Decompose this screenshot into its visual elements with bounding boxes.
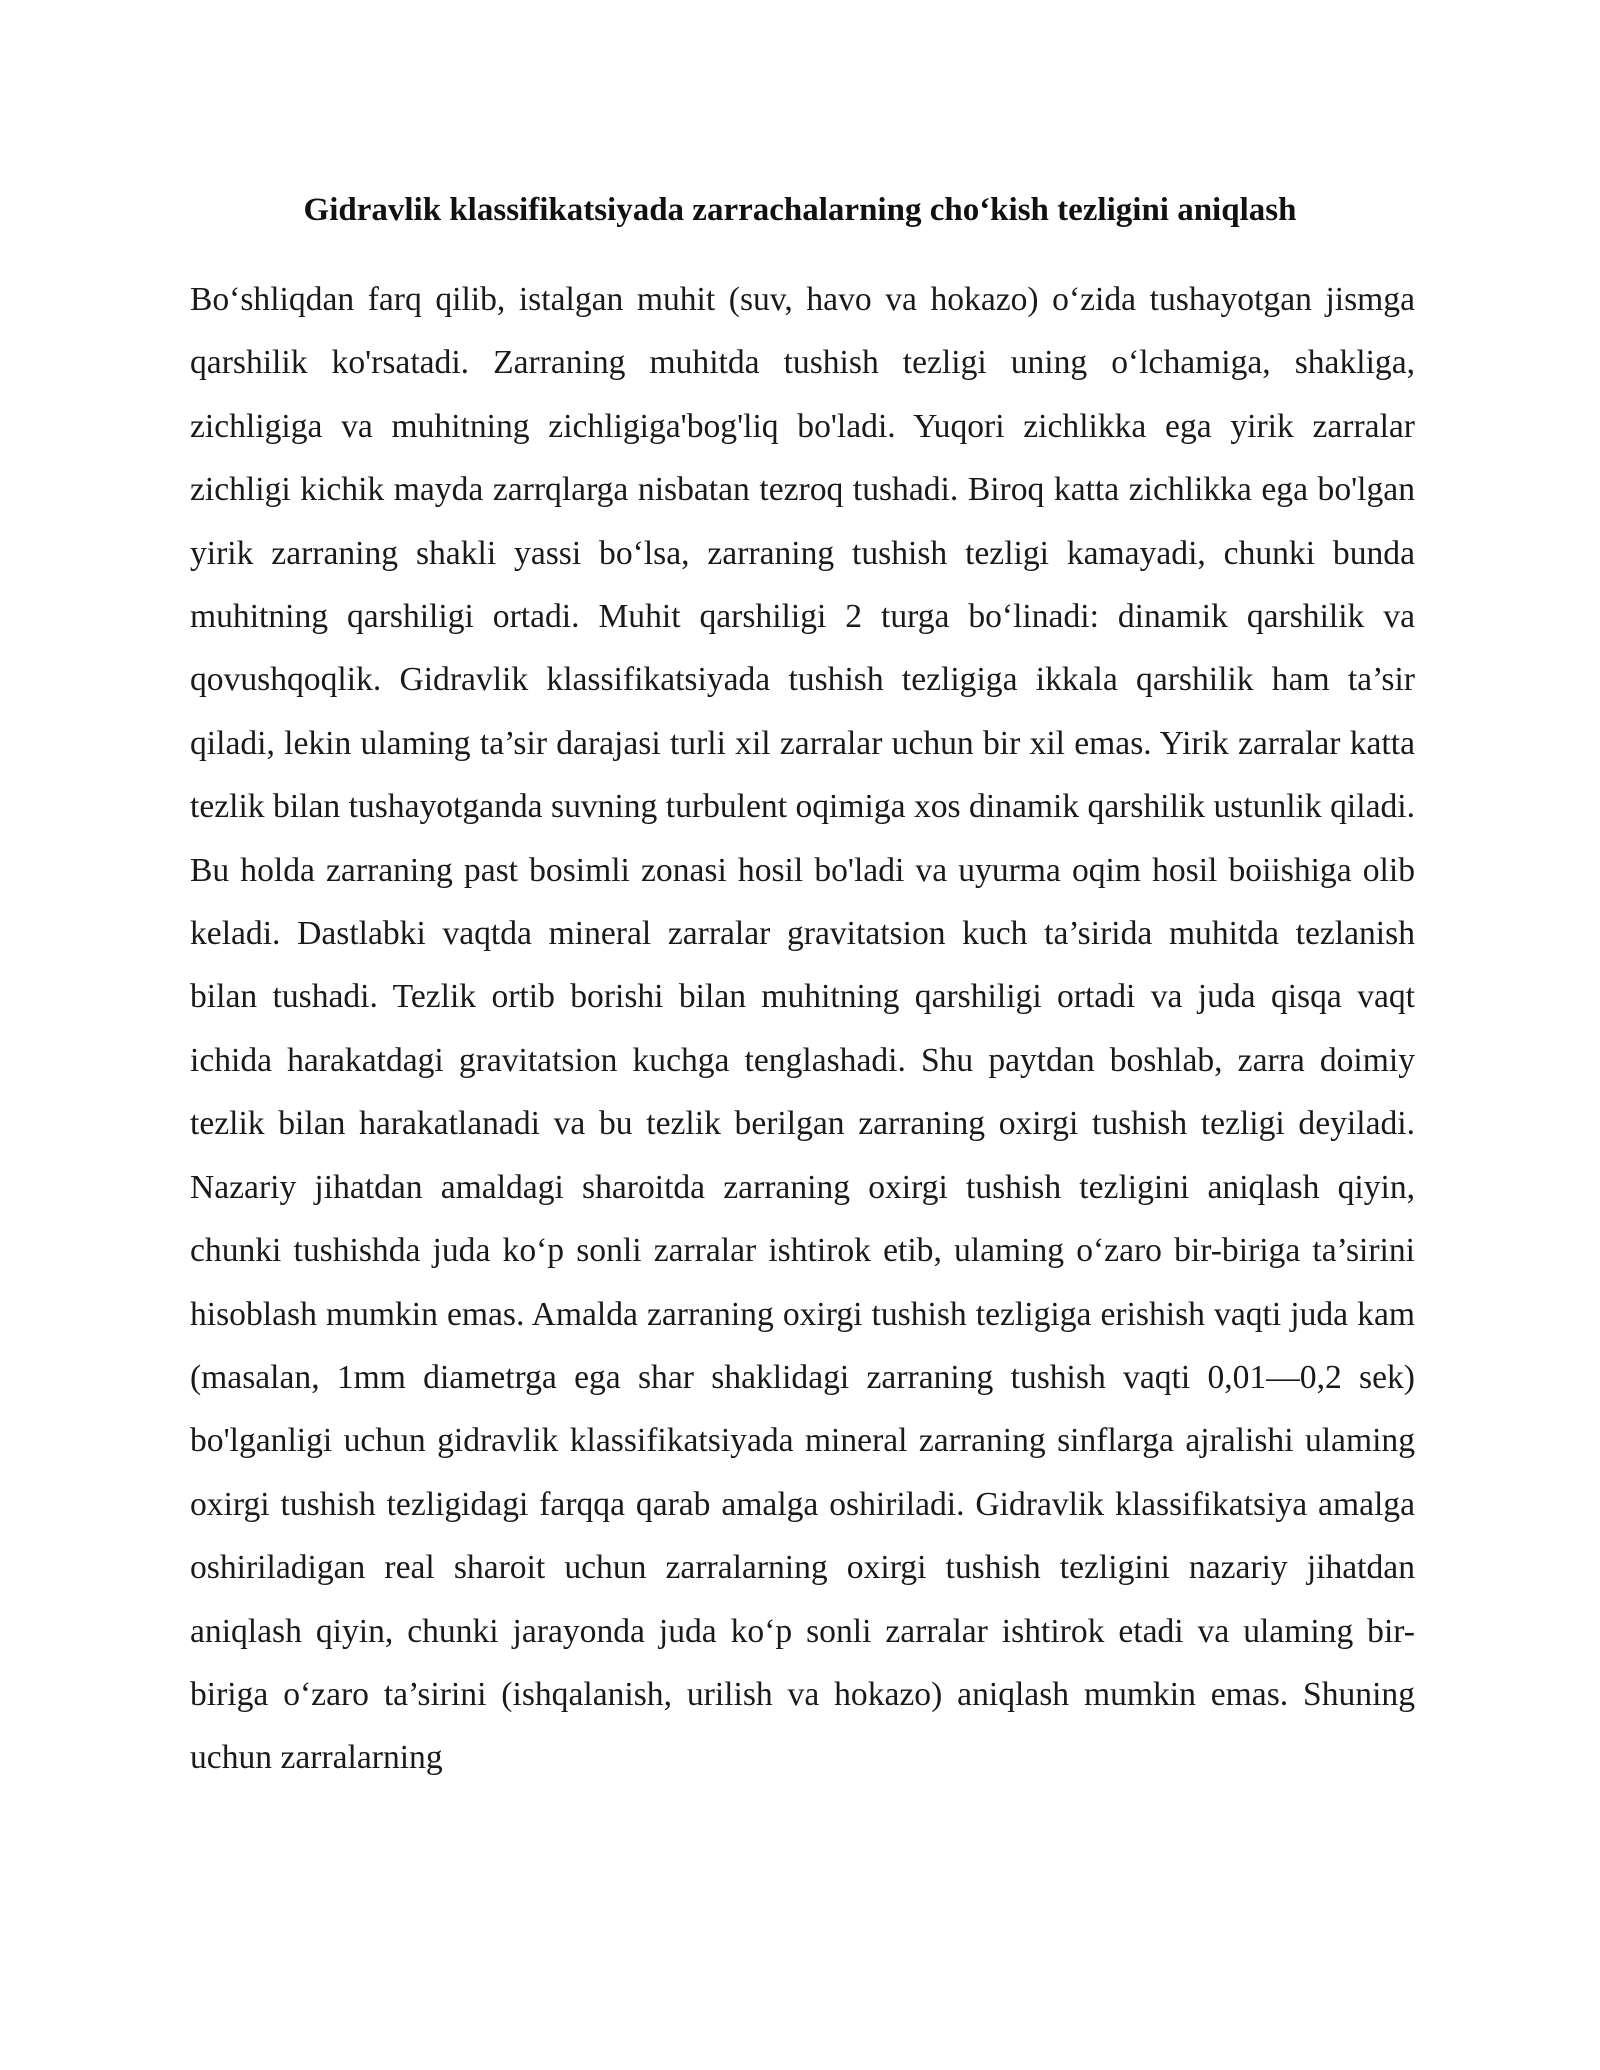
document-body-paragraph: Bo‘shliqdan farq qilib, istalgan muhit (suv, havo va hokazo) o‘zida tushayotgan jismga qarshilik ko'rsatadi. Zarraning muhitda tushish tezligi uning o‘lchamiga, shakliga, zichligiga va muhitning zichligiga'bog'liq bo'ladi. Yuqori zichlikka ega yirik zarralar zichligi kichik mayda zarrqlarga nisbatan tezroq tushadi. Biroq katta zichlikka ega bo'lgan yirik zarraning shakli yassi bo‘lsa, zarraning tushish tezligi kamayadi, chunki bunda muhitning qarshiligi ortadi. Muhit qarshiligi 2 turga bo‘linadi: dinamik qarshilik va qovushqoqlik. Gidravlik klassifikatsiyada tushish tezligiga ikkala qarshilik ham ta’sir qiladi, lekin ulaming ta’sir darajasi turli xil zarralar uchun bir xil emas. Yirik zarralar katta tezlik bilan tushayotganda suvning turbulent oqimiga xos dinamik qarshilik ustunlik qiladi. Bu holda zarraning past bosimli zonasi hosil bo'ladi va uyurma oqim hosil boiishiga olib keladi. Dastlabki vaqtda mineral zarralar gravitatsion kuch ta’sirida muhitda tezlanish bilan tushadi. Tezlik ortib borishi bilan muhitning qarshiligi ortadi va juda qisqa vaqt ichida harakatdagi gravitatsion kuchga tenglashadi. Shu paytdan boshlab, zarra doimiy tezlik bilan harakatlanadi va bu tezlik berilgan zarraning oxirgi tushish tezligi deyiladi. Nazariy jihatdan amaldagi sharoitda zarraning oxirgi tushish tezligini aniqlash qiyin, chunki tushishda juda ko‘p sonli zarralar ishtirok etib, ulaming o‘zaro bir-biriga ta’sirini hisoblash mumkin emas. Amalda zarraning oxirgi tushish tezligiga erishish vaqti juda kam (masalan, 1mm diametrga ega shar shaklidagi zarraning tushish vaqti 0,01—0,2 sek) bo'lganligi uchun gidravlik klassifikatsiyada mineral zarraning sinflarga ajralishi ulaming oxirgi tushish tezligidagi farqqa qarab amalga oshiriladi. Gidravlik klassifikatsiya amalga oshiriladigan real sharoit uchun zarralarning oxirgi tushish tezligini nazariy jihatdan aniqlash qiyin, chunki jarayonda juda ko‘p sonli zarralar ishtirok etadi va ulaming bir- biriga o‘zaro ta’sirini (ishqalanish, urilish va hokazo) aniqlash mumkin emas. Shuning uchun zarralarning xyxy=(190,281,1415,1777)
document-title: Gidravlik klassifikatsiyada zarrachalarning cho‘kish tezligini aniqlash xyxy=(303,192,1297,228)
